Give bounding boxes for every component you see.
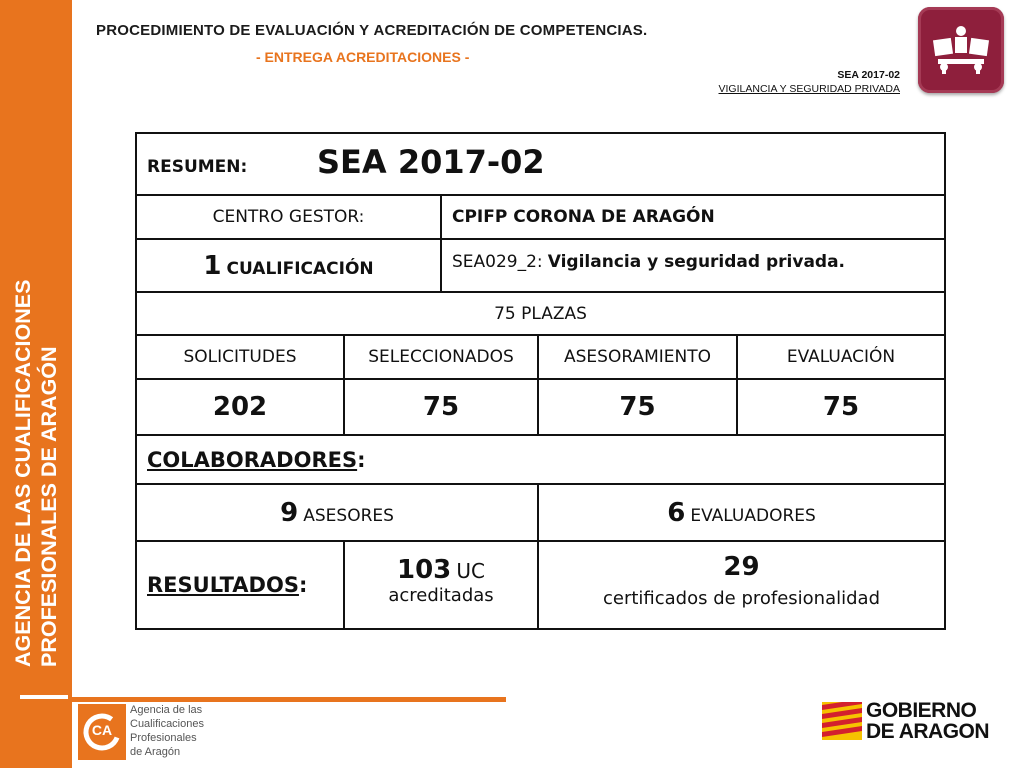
uc-num: 103 — [397, 554, 452, 585]
centro-value-cell — [442, 196, 944, 238]
agency-name — [130, 703, 204, 759]
resultados-label-cell — [137, 542, 345, 628]
title-initial: P — [96, 22, 107, 39]
colaboradores-cell — [137, 436, 944, 483]
page-subtitle: - ENTREGA ACREDITACIONES - — [256, 49, 470, 65]
cualificacion-count-cell — [137, 240, 442, 291]
stats-header-seleccionados: SELECCIONADOS — [368, 347, 514, 367]
asesores-label: ASESORES — [303, 505, 394, 526]
resultados-row — [137, 542, 944, 628]
stats-header-cell — [137, 336, 345, 378]
agency-name-line: Agencia de las — [130, 704, 203, 716]
aragon-flag-icon — [822, 702, 862, 740]
sidebar-title-line2: PROFESIONALES DE ARAGÓN — [37, 346, 61, 667]
cert-cell — [539, 542, 944, 628]
plazas-row — [137, 293, 944, 336]
gov-name-line1: GOBIERNO — [866, 699, 977, 722]
aragon-flag-graphic — [822, 702, 862, 740]
stats-value-evaluacion: 75 — [822, 392, 860, 422]
centro-label-cell — [137, 196, 442, 238]
centro-label: CENTRO GESTOR: — [212, 207, 365, 227]
stats-header-cell — [345, 336, 539, 378]
cualificacion-title: Vigilancia y seguridad privada. — [547, 251, 846, 272]
resultados-label: RESULTADOS — [147, 573, 299, 597]
cualificacion-count — [203, 251, 373, 281]
evaluadores-num: 6 — [667, 497, 686, 528]
gov-name-line2: DE ARAGON — [866, 720, 990, 743]
plazas-value: 75 PLAZAS — [494, 303, 587, 324]
header-code: SEA 2017-02 — [837, 69, 900, 81]
cualificacion-name — [452, 252, 845, 272]
uc-cell — [345, 542, 539, 628]
stats-header-row — [137, 336, 944, 380]
cualificacion-label: CUALIFICACIÓN — [226, 258, 374, 279]
resumen-code: SEA 2017-02 — [317, 143, 545, 181]
gov-name — [866, 700, 989, 742]
sidebar-notch — [20, 695, 68, 699]
resumen-label: RESUMEN: — [147, 157, 248, 177]
cualificacion-num: 1 — [203, 250, 222, 281]
colaboradores-row — [137, 436, 944, 485]
asesores-cell — [137, 485, 539, 540]
title-part: CREDITACIÓN DE — [384, 22, 520, 39]
cualificacion-name-cell — [442, 240, 944, 291]
title-part: ROCEDIMIENTO DE — [106, 22, 255, 39]
centro-gestor-row — [137, 196, 944, 240]
cualificacion-code: SEA029_2: — [452, 251, 543, 272]
stats-value-cell — [539, 380, 738, 434]
bottom-divider — [72, 697, 506, 702]
evaluadores-cell — [539, 485, 944, 540]
cert-label: certificados de profesionalidad — [602, 587, 881, 609]
agency-name-line: Profesionales — [130, 732, 197, 744]
stats-header-asesoramiento: ASESORAMIENTO — [564, 347, 711, 367]
stats-header-cell — [738, 336, 944, 378]
stats-header-evaluacion: EVALUACIÓN — [786, 347, 896, 367]
stats-value-cell — [137, 380, 345, 434]
centro-value: CPIFP CORONA DE ARAGÓN — [452, 207, 715, 227]
cualificaciones-logo-icon — [918, 7, 1004, 93]
title-initial: A — [373, 22, 385, 39]
header-area: VIGILANCIA Y SEGURIDAD PRIVADA — [718, 83, 900, 95]
evaluadores-label: EVALUADORES — [690, 505, 816, 526]
stats-header-cell — [539, 336, 738, 378]
stats-value-asesoramiento: 75 — [619, 392, 656, 422]
agency-name-line: de Aragón — [130, 746, 181, 758]
page-title — [96, 22, 647, 39]
agency-logo-letters: CA — [91, 722, 113, 738]
cualificacion-row — [137, 240, 944, 293]
summary-table — [135, 132, 946, 630]
sidebar-vertical-title — [10, 197, 62, 667]
title-initial: E — [255, 22, 266, 39]
plazas-cell — [137, 293, 944, 334]
stats-value-cell — [345, 380, 539, 434]
asesores-count — [280, 498, 394, 528]
uc-label: UC — [456, 558, 485, 583]
title-part: VALUACIÓN Y — [265, 22, 374, 39]
title-part: OMPETENCIAS. — [530, 22, 648, 39]
resultados-colon: : — [298, 573, 308, 597]
stats-value-cell — [738, 380, 944, 434]
colaboradores-heading — [147, 448, 366, 472]
colaboradores-counts-row — [137, 485, 944, 542]
stats-value-seleccionados: 75 — [422, 392, 460, 422]
cert-num: 29 — [723, 551, 760, 582]
resultados-heading — [147, 573, 307, 597]
stats-values-row — [137, 380, 944, 436]
logo-graphic — [928, 17, 994, 83]
uc-count — [397, 555, 485, 585]
colaboradores-colon: : — [357, 447, 366, 472]
sidebar-title-line1: AGENCIA DE LAS CUALIFICACIONES — [11, 279, 35, 667]
agency-name-line: Cualificaciones — [130, 718, 204, 730]
uc-sub: acreditadas — [388, 584, 494, 606]
asesores-num: 9 — [280, 497, 299, 528]
title-initial: C — [519, 22, 531, 39]
colaboradores-label: COLABORADORES — [147, 447, 358, 472]
summary-title-row — [137, 134, 944, 196]
evaluadores-count — [667, 498, 816, 528]
stats-header-solicitudes: SOLICITUDES — [183, 347, 297, 367]
agency-logo — [78, 704, 126, 760]
stats-value-solicitudes: 202 — [212, 392, 268, 422]
